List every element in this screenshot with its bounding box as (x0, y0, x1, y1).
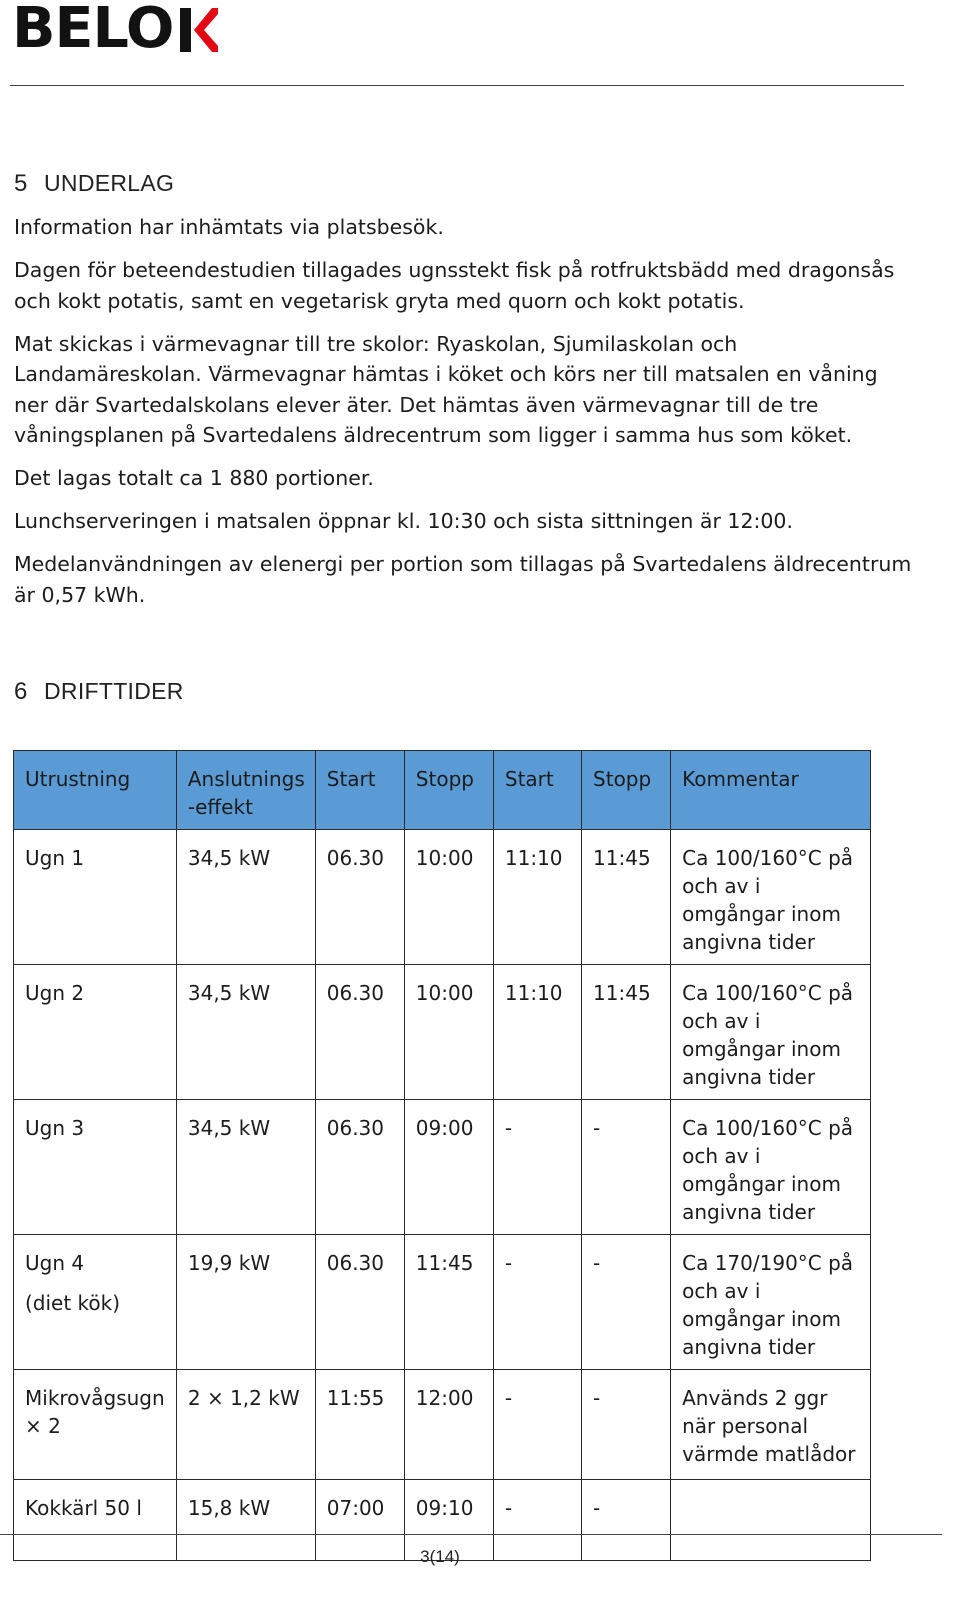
operating-times-table (13, 750, 871, 1561)
logo-k-mark (180, 8, 218, 52)
power-cell: 34,5 kW (176, 965, 315, 1100)
stop-cell: 10:00 (404, 830, 493, 965)
equipment-cell: Kokkärl 50 l (14, 1480, 177, 1561)
paragraph: Lunchserveringen i matsalen öppnar kl. 10:30 och sista sittningen är 12:00. (14, 509, 793, 533)
paragraph: Mat skickas i värmevagnar till tre skolor: Ryaskolan, Sjumilaskolan och Landamäreskolan. Värmevagnar hämtas i köket och körs ner till matsalen en våning ner där Svartedalskolans elever äter. Det hämtas även värmevagnar till de tre våningsplanen på Svartedalens äldrecentrum som ligger i samma hus som köket. (14, 331, 878, 447)
column-header: Stopp (404, 751, 493, 830)
table-row (14, 965, 871, 1100)
paragraph: Det lagas totalt ca 1 880 portioner. (14, 466, 374, 490)
belok-logo (12, 0, 213, 61)
equipment-name: Ugn 4 (25, 1251, 85, 1275)
equipment-note: (diet kök) (25, 1291, 121, 1315)
column-header: Start (493, 751, 581, 830)
comment-cell: Används 2 ggr när personal värmde matlådor (671, 1370, 871, 1480)
start-cell: - (493, 1370, 581, 1480)
power-cell: 34,5 kW (176, 830, 315, 965)
section-body (14, 212, 914, 623)
section-heading-drifttider (14, 678, 184, 706)
stop-cell: - (582, 1480, 671, 1561)
stop-cell: 11:45 (582, 830, 671, 965)
section-title: UNDERLAG (44, 170, 175, 196)
table-row (14, 830, 871, 965)
column-header: Kommentar (671, 751, 871, 830)
stop-cell: 11:45 (582, 965, 671, 1100)
start-cell: 07:00 (315, 1480, 404, 1561)
table-row (14, 1235, 871, 1370)
header-divider (10, 85, 904, 86)
equipment-cell: Ugn 3 (14, 1100, 177, 1235)
column-header: Anslutnings -effekt (176, 751, 315, 830)
stop-cell: 10:00 (404, 965, 493, 1100)
power-cell: 19,9 kW (176, 1235, 315, 1370)
paragraph: Medelanvändningen av elenergi per portion som tillagas på Svartedalens äldrecentrum är 0,57 kWh. (14, 552, 912, 607)
comment-cell: Ca 100/160°C på och av i omgångar inom angivna tider (671, 830, 871, 965)
start-cell: 06.30 (315, 1100, 404, 1235)
equipment-cell: Mikrovågsugn × 2 (14, 1370, 177, 1480)
section-number: 5 (14, 170, 28, 197)
paragraph: Information har inhämtats via platsbesök. (14, 215, 444, 239)
table-header-row (14, 751, 871, 830)
table-row (14, 1100, 871, 1235)
start-cell: - (493, 1100, 581, 1235)
start-cell: 06.30 (315, 830, 404, 965)
power-cell: 15,8 kW (176, 1480, 315, 1561)
start-cell: 11:55 (315, 1370, 404, 1480)
comment-cell: Ca 170/190°C på och av i omgångar inom angivna tider (671, 1235, 871, 1370)
stop-cell: 11:45 (404, 1235, 493, 1370)
equipment-cell: Ugn 1 (14, 830, 177, 965)
stop-cell: - (582, 1100, 671, 1235)
column-header: Utrustning (14, 751, 177, 830)
start-cell: 06.30 (315, 1235, 404, 1370)
stop-cell: 12:00 (404, 1370, 493, 1480)
logo-wordmark: BELO (12, 0, 174, 61)
section-heading-underlag (14, 170, 174, 198)
power-cell: 34,5 kW (176, 1100, 315, 1235)
equipment-cell: Ugn 2 (14, 965, 177, 1100)
section-number: 6 (14, 678, 28, 705)
stop-cell: - (582, 1370, 671, 1480)
start-cell: 11:10 (493, 965, 581, 1100)
equipment-cell (14, 1235, 177, 1370)
start-cell: 06.30 (315, 965, 404, 1100)
power-cell: 2 × 1,2 kW (176, 1370, 315, 1480)
stop-cell: 09:10 (404, 1480, 493, 1561)
start-cell: - (493, 1235, 581, 1370)
section-title: DRIFTTIDER (44, 678, 184, 704)
table-row (14, 1370, 871, 1480)
stop-cell: 09:00 (404, 1100, 493, 1235)
paragraph: Dagen för beteendestudien tillagades ugnsstekt fisk på rotfruktsbädd med dragonsås och kokt potatis, samt en vegetarisk gryta med quorn och kokt potatis. (14, 258, 895, 313)
start-cell: - (493, 1480, 581, 1561)
page-number: 3(14) (420, 1547, 460, 1566)
column-header: Stopp (582, 751, 671, 830)
stop-cell: - (582, 1235, 671, 1370)
comment-cell: Ca 100/160°C på och av i omgångar inom angivna tider (671, 965, 871, 1100)
comment-cell: Ca 100/160°C på och av i omgångar inom angivna tider (671, 1100, 871, 1235)
footer-divider (0, 1534, 942, 1535)
column-header: Start (315, 751, 404, 830)
start-cell: 11:10 (493, 830, 581, 965)
